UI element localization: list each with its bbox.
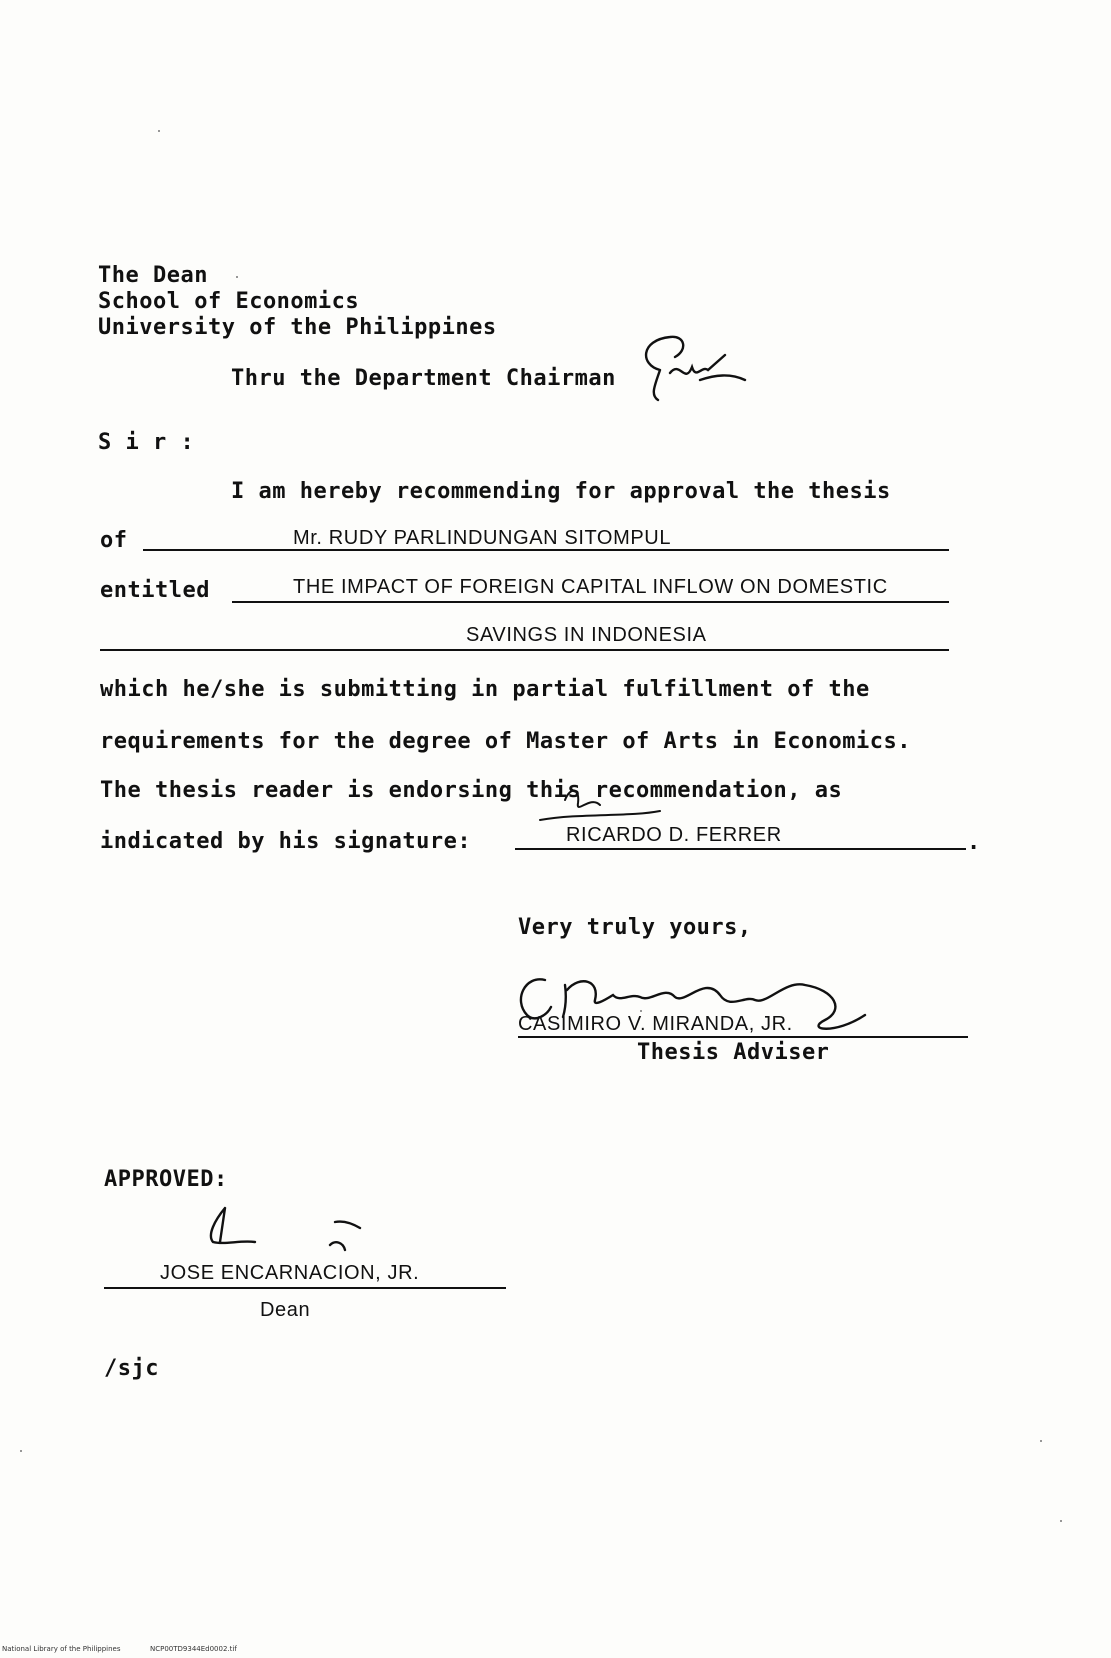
scan-speck <box>640 1010 642 1012</box>
scan-speck <box>158 130 160 132</box>
address-line-1: The Dean <box>98 263 208 288</box>
valediction: Very truly yours, <box>518 915 752 940</box>
footer-file-id: NCP00TD9344Ed0002.tif <box>150 1645 237 1653</box>
scan-speck <box>236 276 238 278</box>
chairman-signature <box>630 325 750 405</box>
intro-text: I am hereby recommending for approval the thesis <box>231 479 891 504</box>
footer-library: National Library of the Philippines <box>2 1645 121 1653</box>
title-rule-1 <box>232 601 949 603</box>
title-rule-2 <box>100 649 949 651</box>
typist-initials: /sjc <box>104 1356 159 1381</box>
reader-rule <box>515 848 966 850</box>
salutation: S i r : <box>98 430 195 455</box>
dean-title: Dean <box>260 1299 311 1321</box>
dean-rule <box>104 1287 506 1289</box>
scan-speck <box>1040 1440 1042 1442</box>
entitled-label: entitled <box>100 578 210 603</box>
dean-name: JOSE ENCARNACION, JR. <box>160 1262 420 1284</box>
scan-speck <box>1060 1520 1062 1522</box>
dean-signature <box>195 1200 375 1260</box>
approved-label: APPROVED: <box>104 1167 228 1192</box>
adviser-name: CASIMIRO V. MIRANDA, JR. <box>518 1013 793 1035</box>
address-line-2: School of Economics <box>98 289 360 314</box>
adviser-rule <box>518 1036 968 1038</box>
scan-speck <box>20 1450 22 1452</box>
student-name-rule <box>143 549 949 551</box>
adviser-title: Thesis Adviser <box>637 1040 830 1065</box>
thesis-title-line-1: THE IMPACT OF FOREIGN CAPITAL INFLOW ON DOMESTIC <box>293 576 888 598</box>
body-line-2: requirements for the degree of Master of Arts in Economics. <box>100 729 911 754</box>
student-name: Mr. RUDY PARLINDUNGAN SITOMPUL <box>293 527 672 549</box>
body-line-3: The thesis reader is endorsing this recommendation, as <box>100 778 843 803</box>
of-label: of <box>100 528 128 553</box>
body-line-1: which he/she is submitting in partial fulfillment of the <box>100 677 870 702</box>
reader-name: RICARDO D. FERRER <box>566 824 782 846</box>
reader-period: . <box>967 830 981 855</box>
thru-line: Thru the Department Chairman <box>231 366 616 391</box>
body-line-4: indicated by his signature: <box>100 829 472 854</box>
thesis-title-line-2: SAVINGS IN INDONESIA <box>466 624 707 646</box>
address-line-3: University of the Philippines <box>98 315 497 340</box>
